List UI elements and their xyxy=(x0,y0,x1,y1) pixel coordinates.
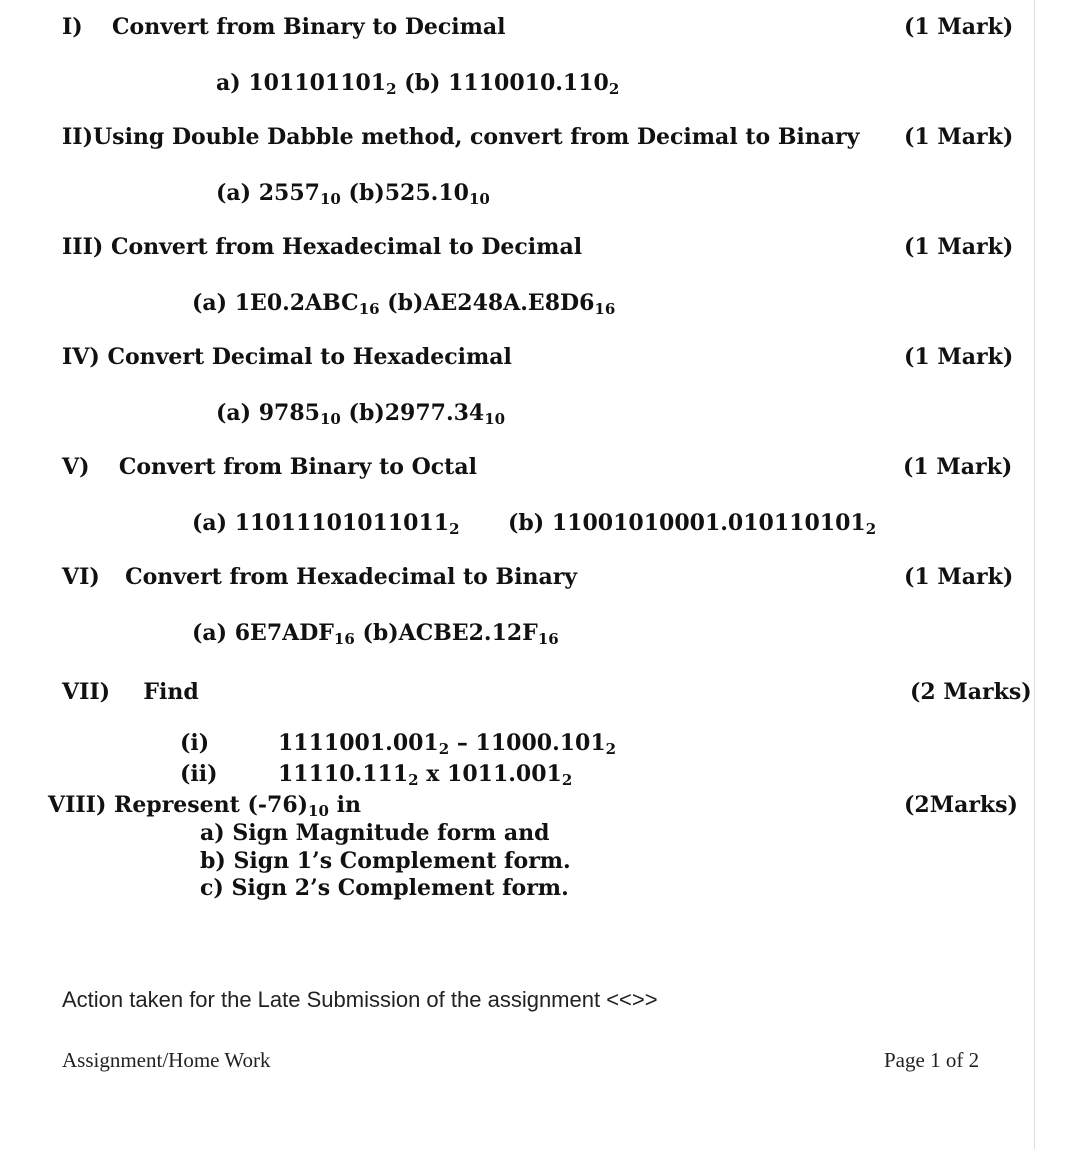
question-6-title: Convert from Hexadecimal to Binary xyxy=(125,564,578,590)
operand-2-base: 2 xyxy=(561,771,573,789)
part-b-label: (b) xyxy=(348,400,385,426)
question-2-marks: (1 Mark) xyxy=(904,124,1014,150)
question-8-number: VIII) xyxy=(48,792,107,818)
operand-1: 1111001.001 xyxy=(278,730,439,756)
part-b-value: 2977.34 xyxy=(384,400,485,426)
question-1-marks: (1 Mark) xyxy=(904,14,1014,40)
question-4-marks: (1 Mark) xyxy=(904,344,1014,370)
part-b-label: (b) xyxy=(362,620,399,646)
part-b-base: 16 xyxy=(537,630,559,648)
question-7-item-expression xyxy=(278,730,616,756)
footer-page-number: Page 1 of 2 xyxy=(884,1048,980,1072)
item-label: c) xyxy=(200,875,224,901)
operand-1-base: 2 xyxy=(438,740,450,758)
part-b-label: (b) xyxy=(404,70,441,96)
part-a-base: 16 xyxy=(333,630,355,648)
operand-1: 11110.111 xyxy=(278,761,409,787)
operator: x xyxy=(426,761,440,787)
part-a-label: (a) xyxy=(192,510,228,536)
question-3-parts xyxy=(192,290,615,316)
footer-doc-type: Assignment/Home Work xyxy=(62,1048,271,1072)
operand-2: 1011.001 xyxy=(447,761,562,787)
part-b-label: (b) xyxy=(348,180,385,206)
page-edge-rule xyxy=(1034,0,1035,1149)
question-8-title-pre: Represent (-76) xyxy=(114,792,309,818)
part-a-base: 2 xyxy=(449,520,460,538)
part-a-label: (a) xyxy=(192,620,228,646)
question-3-number: III) xyxy=(62,234,104,260)
item-text: Sign Magnitude form and xyxy=(232,820,550,846)
question-4-number: IV) xyxy=(62,344,100,370)
item-label: b) xyxy=(200,848,226,874)
part-b-value: 525.10 xyxy=(384,180,469,206)
question-8-title-post: in xyxy=(328,792,361,818)
question-8-item xyxy=(200,875,569,901)
question-2-parts xyxy=(216,180,490,206)
question-1-parts xyxy=(216,70,619,96)
question-2-title: Using Double Dabble method, convert from Decimal to Binary xyxy=(93,124,860,150)
question-7-marks: (2 Marks) xyxy=(910,679,1032,705)
operand-2-base: 2 xyxy=(605,740,617,758)
question-5-marks: (1 Mark) xyxy=(903,454,1013,480)
part-a-label: a) xyxy=(216,70,241,96)
operator: – xyxy=(456,730,468,756)
question-7-item-expression xyxy=(278,761,572,787)
part-b-label: (b) xyxy=(387,290,424,316)
late-submission-note: Action taken for the Late Submission of the assignment <<>> xyxy=(62,987,658,1012)
question-7-number: VII) xyxy=(62,679,111,705)
question-1-title: Convert from Binary to Decimal xyxy=(112,14,506,40)
question-5-title: Convert from Binary to Octal xyxy=(118,454,477,480)
question-8-item xyxy=(200,848,571,874)
part-b-base: 10 xyxy=(484,410,506,428)
part-b-base: 2 xyxy=(865,520,877,538)
part-a-value: 1E0.2ABC xyxy=(234,290,359,316)
part-b-label: (b) xyxy=(508,510,545,536)
part-a-value: 101101101 xyxy=(248,70,387,96)
question-8-marks: (2Marks) xyxy=(904,792,1018,818)
part-b-value: 11001010001.010110101 xyxy=(551,510,866,536)
item-text: Sign 1’s Complement form. xyxy=(233,848,571,874)
question-7-heading xyxy=(62,679,199,705)
question-8-title-base: 10 xyxy=(308,802,329,820)
question-6-heading xyxy=(62,564,577,590)
question-6-number: VI) xyxy=(62,564,100,590)
question-2-number: II) xyxy=(62,124,93,150)
question-5-number: V) xyxy=(62,454,90,480)
question-1-number: I) xyxy=(62,14,83,40)
question-8-item xyxy=(200,820,549,846)
part-a-label: (a) xyxy=(216,180,252,206)
question-5-part-a xyxy=(192,510,460,536)
part-a-value: 11011101011011 xyxy=(234,510,450,536)
part-b-value: AE248A.E8D6 xyxy=(423,290,595,316)
part-b-value: 1110010.110 xyxy=(448,70,609,96)
part-a-base: 10 xyxy=(319,190,341,208)
item-text: Sign 2’s Complement form. xyxy=(231,875,569,901)
question-3-title: Convert from Hexadecimal to Decimal xyxy=(110,234,583,260)
question-6-marks: (1 Mark) xyxy=(904,564,1014,590)
question-4-title: Convert Decimal to Hexadecimal xyxy=(107,344,512,370)
operand-2: 11000.101 xyxy=(475,730,606,756)
question-2-heading xyxy=(62,124,859,150)
question-7-title: Find xyxy=(143,679,199,705)
part-a-label: (a) xyxy=(192,290,228,316)
question-3-heading xyxy=(62,234,582,260)
question-7-item-label: (ii) xyxy=(180,761,218,787)
part-a-base: 10 xyxy=(319,410,341,428)
question-6-parts xyxy=(192,620,559,646)
question-4-heading xyxy=(62,344,512,370)
part-b-base: 16 xyxy=(594,300,616,318)
operand-1-base: 2 xyxy=(408,771,419,789)
question-1-heading xyxy=(62,14,506,40)
question-8-heading xyxy=(48,792,361,818)
part-a-value: 2557 xyxy=(258,180,320,206)
part-a-base: 16 xyxy=(358,300,380,318)
part-b-base: 2 xyxy=(608,80,620,98)
part-a-base: 2 xyxy=(386,80,397,98)
part-a-value: 9785 xyxy=(258,400,320,426)
question-5-part-b xyxy=(508,510,876,536)
question-5-heading xyxy=(62,454,477,480)
part-a-value: 6E7ADF xyxy=(234,620,334,646)
part-b-base: 10 xyxy=(468,190,490,208)
part-b-value: ACBE2.12F xyxy=(398,620,538,646)
question-3-marks: (1 Mark) xyxy=(904,234,1014,260)
item-label: a) xyxy=(200,820,225,846)
question-7-item-label: (i) xyxy=(180,730,210,756)
part-a-label: (a) xyxy=(216,400,252,426)
question-4-parts xyxy=(216,400,505,426)
